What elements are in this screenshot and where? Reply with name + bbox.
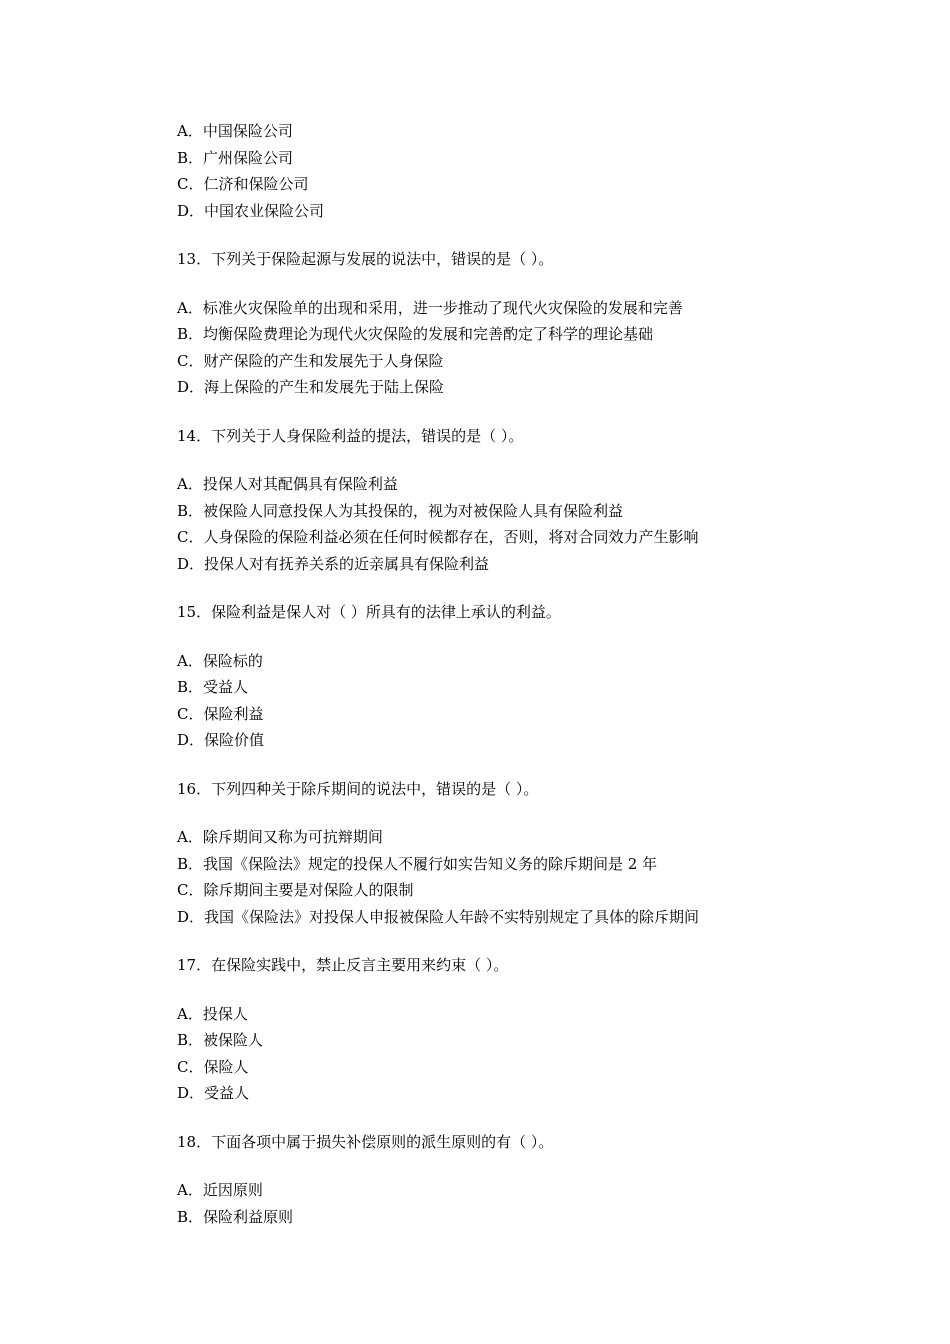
answer-option: B．广州保险公司	[177, 148, 294, 167]
answer-option: B．均衡保险费理论为现代火灾保险的发展和完善酌定了科学的理论基础	[177, 325, 654, 343]
exam-content	[177, 118, 877, 1230]
answer-option: C．保险利益	[177, 704, 264, 723]
question-text: 17．在保险实践中，禁止反言主要用来约束（ ）。	[177, 956, 509, 974]
question-text: 16．下列四种关于除斥期间的说法中，错误的是（ ）。	[177, 779, 539, 798]
answer-option: C．除斥期间主要是对保险人的限制	[177, 881, 414, 899]
answer-option: A．标准火灾保险单的出现和采用，进一步推动了现代火灾保险的发展和完善	[177, 298, 683, 317]
answer-option: B．被保险人同意投保人为其投保的，视为对被保险人具有保险利益	[177, 501, 624, 520]
answer-option: B．被保险人	[177, 1031, 264, 1049]
question-text: 13．下列关于保险起源与发展的说法中，错误的是（ ）。	[177, 250, 554, 268]
answer-option: A．投保人对其配偶具有保险利益	[177, 475, 398, 493]
question-text: 18．下面各项中属于损失补偿原则的派生原则的有（ ）。	[177, 1132, 554, 1151]
question-text: 15．保险利益是保人对（ ）所具有的法律上承认的利益。	[177, 603, 561, 621]
answer-option: D．投保人对有抚养关系的近亲属具有保险利益	[177, 554, 490, 573]
answer-option: D．海上保险的产生和发展先于陆上保险	[177, 378, 445, 396]
answer-option: B．我国《保险法》规定的投保人不履行如实告知义务的除斥期间是 2 年	[177, 854, 658, 873]
answer-option: A．投保人	[177, 1004, 248, 1023]
answer-option: D．保险价值	[177, 731, 265, 749]
answer-option: A．中国保险公司	[177, 122, 293, 140]
answer-option: C．仁济和保险公司	[177, 175, 309, 193]
answer-option: A．近因原则	[177, 1181, 263, 1199]
answer-option: C．保险人	[177, 1057, 249, 1076]
answer-option: C．人身保险的保险利益必须在任何时候都存在，否则，将对合同效力产生影响	[177, 528, 699, 546]
answer-option: B．保险利益原则	[177, 1207, 294, 1226]
answer-option: A．保险标的	[177, 651, 263, 670]
answer-option: D．我国《保险法》对投保人申报被保险人年龄不实特别规定了具体的除斥期间	[177, 907, 700, 926]
answer-option: A．除斥期间又称为可抗辩期间	[177, 828, 383, 846]
answer-option: C．财产保险的产生和发展先于人身保险	[177, 351, 444, 370]
question-text: 14．下列关于人身保险利益的提法，错误的是（ ）。	[177, 426, 524, 445]
answer-option: D．受益人	[177, 1084, 250, 1102]
answer-option: B．受益人	[177, 678, 249, 696]
answer-option: D．中国农业保险公司	[177, 201, 325, 220]
